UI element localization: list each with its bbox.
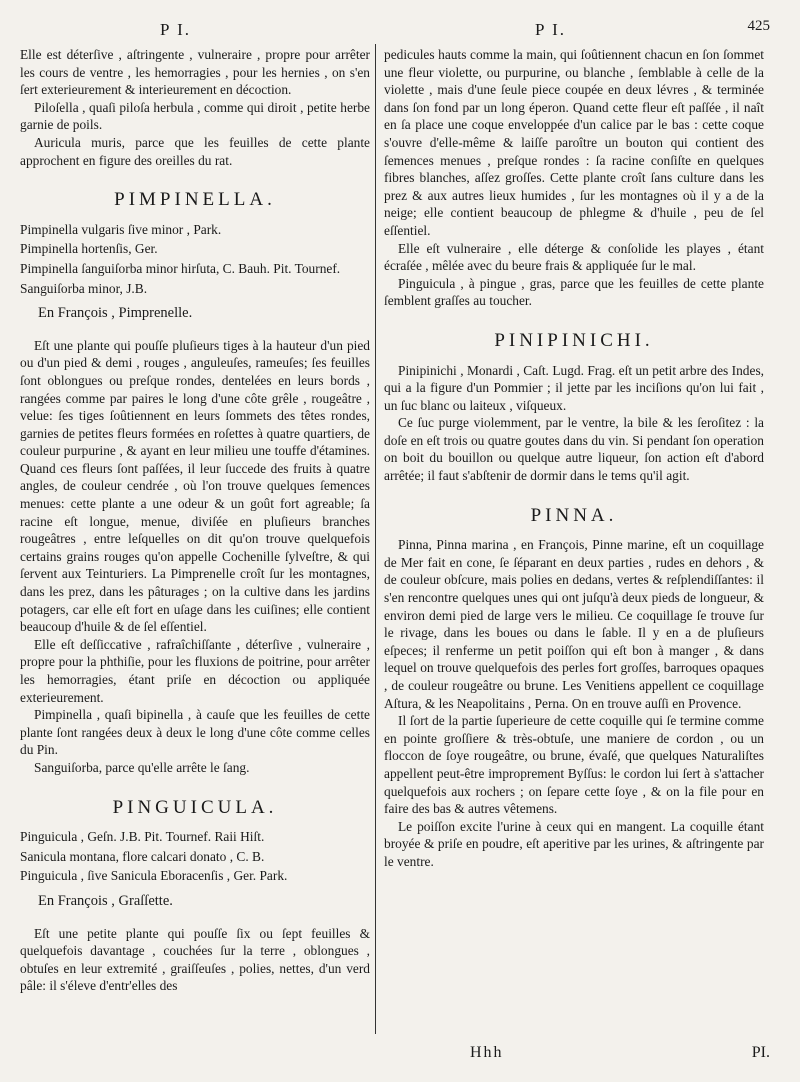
entry-heading-pinna: PINNA.	[530, 504, 618, 526]
paragraph: Ce ſuc purge violemment, par le ventre, la bile & les ſeroſitez : la doſe en eſt trois ou quatre goutes dans du vin. Si pendant ſon operation on boit du bouillon ou quelque autre liqueur, ſon action eſt d'abord arrêtée; il faut s'abſtenir de dormir dans le tems qu'il agit.	[384, 415, 764, 484]
french-name: En François , Pimprenelle.	[38, 305, 193, 322]
synonym-line: Pinguicula , ſive Sanicula Eboracenſis , Ger. Park.	[20, 868, 288, 884]
running-head-left: P I.	[160, 20, 191, 39]
synonym-line: Pinguicula , Geſn. J.B. Pit. Tournef. Raii Hiſt.	[20, 829, 265, 845]
paragraph: Pinipinichi , Monardi , Caſt. Lugd. Frag. eſt un petit arbre des Indes, qui a la figure d'un Pommier ; il jette par les inciſions qu'on lui fait , un ſuc blanc ou laiteux , viſqueux.	[384, 362, 764, 413]
entry-heading-pinipinichi: PINIPINICHI.	[494, 329, 654, 351]
french-name: En François , Graſſette.	[38, 892, 173, 909]
synonym-line: Sanicula montana, flore calcari donato , C. B.	[20, 848, 265, 864]
paragraph: Pimpinella , quaſi bipinella , à cauſe que les feuilles de cette plante ſont rangées deux à deux le long d'une côte comme celles du Pin.	[20, 707, 370, 758]
running-head-right: P I.	[535, 20, 566, 39]
left-column	[20, 46, 370, 995]
paragraph: Pinna, Pinna marina , en François, Pinne marine, eſt un coquillage de Mer fait en cone, ſe ſéparant en deux parties , rudes en dehors , & de couleur obſcure, mais polies en dedans, vertes & reſplendiſſantes: il s'en rencontre quelques unes qui ont juſqu'à deux pieds de longueur, & environ demi pied de large vers le milieu. Ce coquillage ſe trouve ſur le rivage, dans les boues ou dans le ſable. Il y en a de pluſieurs eſpeces; il renferme un petit poiſſon qui eſt bon à manger , & dans lequel on trouve quelquefois des perles fort groſſes, barroques opaques , de couleur rougeâtre ou brune. Les Venitiens appellent ce coquillage Aſtura, & les Neapolitains , Perna. On en trouve auſſi en Provence.	[384, 537, 764, 711]
paragraph: Elle est déterſive , aſtringente , vulneraire , propre pour arrêter les cours de ventre , les hemorragies , pour les hernies , on s'en ſert exterieurement & interieurement en décoction.	[20, 47, 370, 98]
paragraph: Il ſort de la partie ſuperieure de cette coquille qui ſe termine comme en pointe groſſiere & très-obtuſe, une maniere de cordon , ou un floccon de ſoye rougeâtre, ou brune, évaſé, que quelques Naturaliſtes appellent peut-être improprement Byſſus: le cordon lui ſert à s'attacher quelquefois aux rochers ; on ſepare cette ſoye , & on la file pour en faire des bas & autres vêtemens.	[384, 713, 764, 817]
paragraph: Elle eſt vulneraire , elle déterge & conſolide les playes , étant écraſée , mêlée avec du beure frais & appliquée ſur le mal.	[384, 240, 764, 274]
paragraph: Eſt une plante qui pouſſe pluſieurs tiges à la hauteur d'un pied ou d'un pied & demi , rouges , anguleuſes, rameuſes; ſes feuilles ſont oblongues ou preſque rondes, dentelées en leurs bords , rangées comme par paires le long d'une côte grêle , rougeâtre , velue: ſes tiges ſoûtiennent en leurs ſommets des têtes rondes, garnies de petites fleurs formées en roſettes à quatre quartiers, de couleur purpurine , & ayant en leur milieu une touffe d'étamines. Quand ces fleurs ſont paſſées, il leur ſuccede des fruits à quatre angles, de couleur cendrée , où l'on trouve quelques ſemences menues: cette plante a une odeur & un goût fort agreable; ſa racine eſt longue, menue, diviſée en pluſieurs branches rougeâtres , entre leſquelles on dit qu'on trouve quelquefois certains grains rouges qu'on appelle Cochenille ſylveſtre, & qui ſervent aux Teinturiers. La Pimprenelle croît ſur les montagnes, dans les prez, dans les pâturages ; on la cultive dans les jardins potagers, car elle eſt fort en uſage dans les cuiſines; elle contient beaucoup d'huile & de ſel eſſentiel.	[20, 337, 370, 635]
entry-heading-pinguicula: PINGUICULA.	[112, 796, 278, 818]
paragraph: Pinguicula , à pingue , gras, parce que les feuilles de cette plante ſemblent graſſes au toucher.	[384, 275, 764, 309]
signature-mark: Hhh	[470, 1044, 504, 1061]
entry-heading-pimpinella: PIMPINELLA.	[114, 189, 276, 211]
synonym-line: Pimpinella hortenſis, Ger.	[20, 241, 158, 257]
catchword: PI.	[751, 1044, 770, 1061]
paragraph: Le poiſſon excite l'urine à ceux qui en mangent. La coquille étant broyée & priſe en poudre, eſt aperitive par les urines, & aſtringente par le ventre.	[384, 818, 764, 869]
column-rule	[375, 44, 376, 1034]
paragraph: Sanguiſorba, parce qu'elle arrête le ſang.	[34, 759, 250, 775]
paragraph: Eſt une petite plante qui pouſſe ſix ou ſept feuilles & quelquefois davantage , couchées ſur la terre , oblongues , obtuſes en leur extremité , graiſſeuſes , polies, nettes, d'un verd pâle: il s'éleve d'entr'elles des	[20, 925, 370, 994]
page-number: 425	[747, 18, 770, 34]
paragraph: Auricula muris, parce que les feuilles de cette plante approchent en figure des oreilles du rat.	[20, 134, 370, 168]
synonym-line: Sanguiſorba minor, J.B.	[20, 280, 148, 296]
paragraph: pedicules hauts comme la main, qui ſoûtiennent chacun en ſon ſommet une fleur violette, ou purpurine, ou blanche , ſemblable à celle de la violette , mais d'une ſeule piece coupée en deux lévres , & terminée dans ſon fond par un long éperon. Quand cette fleur eſt paſſée , il naît en ſa place une coque enveloppée d'un calice par le bas : cette coque s'ouvre d'elle-même & laiſſe paroître un bouton qui contient des ſemences menues , preſque rondes : ſa racine conſiſte en quelques fibres blanches, aſſez groſſes. Cette plante croît ſans culture dans les prez & aux autres lieux humides , ſur les montagnes où il y a de la neige; elle contient beaucoup de phlegme & d'huile , peu de ſel eſſentiel.	[384, 47, 764, 238]
synonym-line: Pimpinella ſanguiſorba minor hirſuta, C. Bauh. Pit. Tournef.	[20, 260, 341, 276]
paragraph: Piloſella , quaſi piloſa herbula , comme qui diroit , petite herbe garnie de poils.	[20, 99, 370, 133]
paragraph: Elle eſt deſſiccative , rafraîchiſſante , déterſive , vulneraire , propre pour la phthiſie, pour les fluxions de poitrine, pour arrêter les hemorragies, étant priſe en décoction ou appliquée exterieurement.	[20, 636, 370, 705]
right-column	[384, 46, 764, 871]
synonym-line: Pimpinella vulgaris ſive minor , Park.	[20, 221, 222, 237]
